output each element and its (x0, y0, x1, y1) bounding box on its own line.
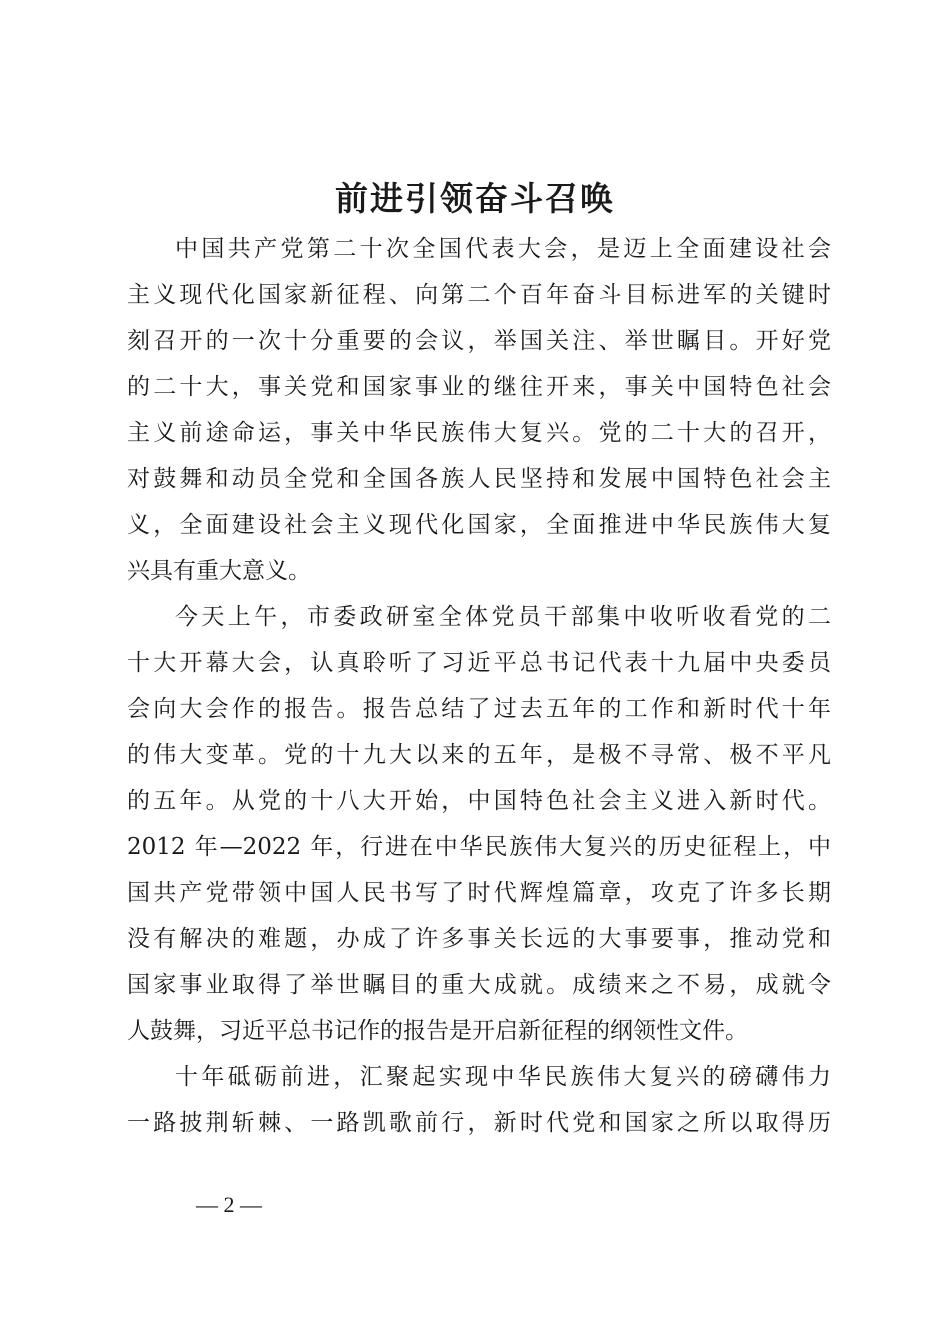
paragraph-line: 十年砥砺前进，汇聚起实现中华民族伟大复兴的磅礴伟力 (175, 1064, 831, 1090)
paragraph-line: 一路披荆斩棘、一路凯歌前行，新时代党和国家之所以取得历 (127, 1110, 831, 1136)
document-body (127, 226, 831, 1146)
paragraph-line: 国家事业取得了举世瞩目的重大成就。成绩来之不易，成就令 (127, 972, 831, 998)
paragraph-line: 的伟大变革。党的十九大以来的五年，是极不寻常、极不平凡 (127, 742, 831, 768)
paragraph-2 (127, 594, 831, 1054)
paragraph-line: 主义前途命运，事关中华民族伟大复兴。党的二十大的召开， (127, 420, 831, 446)
paragraph-line: 国共产党带领中国人民书写了时代辉煌篇章，攻克了许多长期 (127, 880, 831, 906)
paragraph-line: 人鼓舞，习近平总书记作的报告是开启新征程的纲领性文件。 (127, 1018, 748, 1044)
page-number: — 2 — (196, 1192, 262, 1217)
paragraph-line: 2012 年—2022 年，行进在中华民族伟大复兴的历史征程上，中 (127, 834, 831, 860)
paragraph-line: 今天上午，市委政研室全体党员干部集中收听收看党的二 (175, 604, 831, 630)
paragraph-line: 义，全面建设社会主义现代化国家，全面推进中华民族伟大复 (127, 512, 831, 538)
paragraph-line: 兴具有重大意义。 (127, 558, 311, 584)
paragraph-line: 刻召开的一次十分重要的会议，举国关注、举世瞩目。开好党 (127, 328, 831, 354)
paragraph-line: 没有解决的难题，办成了许多事关长远的大事要事，推动党和 (127, 926, 831, 952)
paragraph-line: 中国共产党第二十次全国代表大会，是迈上全面建设社会 (175, 236, 831, 262)
paragraph-3 (127, 1054, 831, 1146)
paragraph-line: 的二十大，事关党和国家事业的继往开来，事关中国特色社会 (127, 374, 831, 400)
paragraph-line: 对鼓舞和动员全党和全国各族人民坚持和发展中国特色社会主 (127, 466, 831, 492)
paragraph-line: 主义现代化国家新征程、向第二个百年奋斗目标进军的关键时 (127, 282, 831, 308)
document-title: 前进引领奋斗召唤 (335, 179, 615, 218)
paragraph-1 (127, 226, 831, 594)
paragraph-line: 会向大会作的报告。报告总结了过去五年的工作和新时代十年 (127, 696, 831, 722)
paragraph-line: 十大开幕大会，认真聆听了习近平总书记代表十九届中央委员 (127, 650, 831, 676)
paragraph-line: 的五年。从党的十八大开始，中国特色社会主义进入新时代。 (127, 788, 831, 814)
